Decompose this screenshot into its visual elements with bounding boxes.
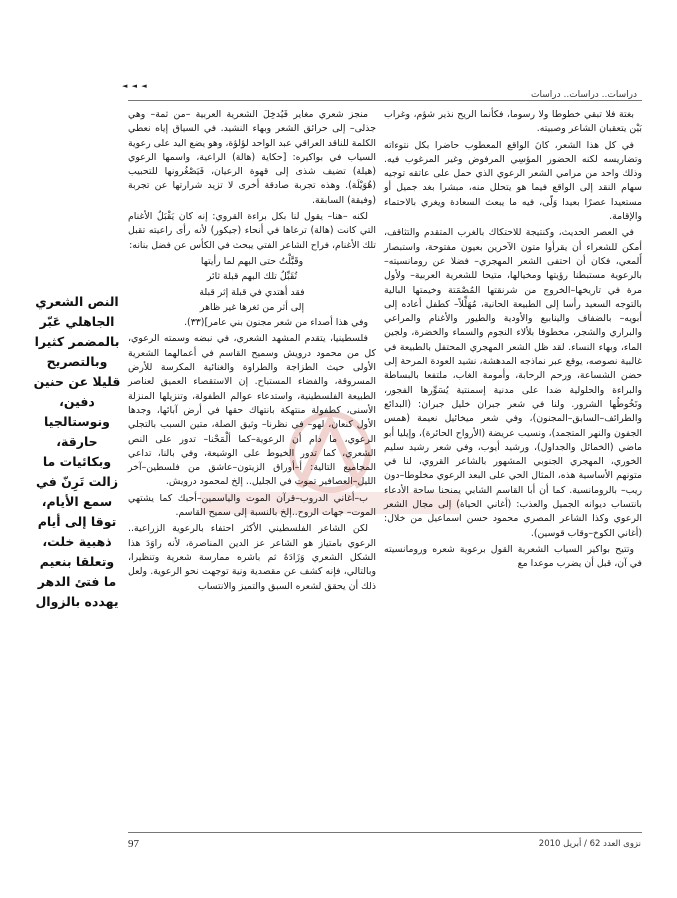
issue-info: نزوى العدد 62 / أبريل 2010 [538, 839, 641, 849]
paragraph: لكنه –هنا– يقول لنا بكل براءة القروي: إنه كان يَقْبَلُ الأغنام التي كانت (هالة) ترعاها في أنحاء (جيكور) لأنه رأى راعيته تقبل تلك الأغنام، فراح الشاعر الفتي يبحث في الكأس عن فضل بنانه: [128, 211, 376, 251]
right-column [384, 108, 642, 574]
middle-column [128, 108, 376, 596]
paragraph: بغتة فلا تبقي خطوطا ولا رسوما، فكأنما الريح نذير شؤم، وغراب بَيْن يتعقبان الشاعر وصبيته. [384, 109, 642, 135]
paragraph: منجز شعري مغاير فَيُدخِلَ الشعرية العربية –من ثمة– وهي جذلى– إلى حرائق الشعر وبهاء النشيد. في السياق إياه نعطي الكلمة للناقد العراقي عبد الواحد لؤلؤة، وهو يضع اليد على رعوية السياب في بواكيره: [حكاية (هالة) الراعية، واسمها الرعوي (هيلة) تضيف شذى إلى قهوة الرعيان، فَيَصْغُرونها للتحبيب (هُوَيْلَة). وهذه تجربة صادقة أخرى لا تزيد شرارتها عن تجربة (وفيقة) السابقة. [128, 109, 376, 206]
paragraph: في كل هذا الشعر، كانَ الواقع المعطوب حاضرا بكل نتوءاته وتضاريسه لكنه الحضور المؤسِي المرفوض وغير المرغوب فيه. وذلك واحد من مرامي الشعر الرعوي الذي حمل على عاتقه توجيه سهام النقد إلى الواقع فيما هو يتحلل منه، مبشرا بغد جميل أو مستعيدا عصرًا بعيدا وَلّى، فيه ما يبعث السعادة ويغري بالاحتماء والإقامة. [384, 139, 642, 223]
paragraph: في العصر الحديث، وكنتيجة للاحتكاك بالغرب المتقدم والتثاقف، أمكن للشعراء أن يقرأوا متون الآخرين بعيون مفتوحة، واستبصار أَلمعي، فكان أن احتفى الشعر المهجري– فضلا عن رومانسيته– بالرعوية مستبطنا رؤيتها ومخيالها، متيحا للشعرية العربية– ولأول مرة في تاريخها–الخروج من شرنقتها المُصْمَتة وخيمتها البالية بالتوجه السعيد رأسا إلى الطبيعة الحانية، مُهَلِّلاً– كطفل أعاده إلى أبويه– بالضفاف والينابيع والأودية والطيور والأغنام والمراعي والبراري والشجر، مخطوفا بلألاء النجوم والسماء والخضرة، ولجين الماء، وبهاء النساء. لقد ظل الشعر المهجري المحتفل بالطبيعة في غالبية نصوصه، يوقع عبر نماذجه المدهشة، نشيد العودة المرحة إلى حضن الشساعة، ورحم الرحابة، وأمومة الغاب، ملتفعا بالبساطة والبراءة والحلولية ضدا على مدنية إسمنتية يُسَوِّرها الفجور، وتَخُوطُها الشرور. ولنا في شعر جبران خليل جبران: (البدائع والطرائف–السابق–المجنون)، وفي شعر ميخائيل نعيمة (همس الجفون والنهر المتجمد)، ونسيب عريضة (الأرواح الحائرة)، وإيليا أبو ماضي (الخمائل والجداول)، ورشيد أيوب، وفي شعر رشيد سليم الخوري، المهجري الجنوبي المشهور بالشاعر القروي، لنا في متونهم الأساسية هذه، المثال الحي على البعد الرعوي مخلوطا–دون ريب– بالرومانسية. كما أن أبا القاسم الشابي يمنحنا ساحة الأدعاء بانتساب ديوانه الجميل والعذب: (أغاني الحياة) إلى مجال الشعر الرعوي وكذا الشاعر المصري محمود حسن اسماعيل من خلال: (أغاني الكوخ–وقاب قوسين). [384, 227, 642, 539]
poem-verse: وقَبَّلْتُ حتى البهم لما رأيتها [200, 255, 304, 267]
paragraph: ب–أغاني الدروب–قرآن الموت والياسمين–أحبك كما يشتهي الموت– جهات الروح..إلخ بالنسبة إلى سميح القاسم. [128, 492, 376, 519]
footer-divider [128, 832, 642, 833]
arrow-icon: ◄ [141, 82, 147, 90]
paragraph: فلسطينيا، يتقدم المشهد الشعري، في نبضه وسمته الرعوي، كل من محمود درويش وسميح القاسم في أعمالهما الشعرية الأولى حيث الطزاجة والطراوة والغنائية المكرسة للأرض المسروقة، والفضاء المستباح. إن الاستقصاء العميق لعناصر الطبيعة الفلسطينية، واستدعاء عوالم الطفولة، وتنزيلها المنزلة الأسنى، كطفولة منتهكة بانتهاك حقها في أرض آبائها، وجدها الأول كنعان، لهو– في نظرنا– وثيق الصلة، متين السبب بالتجلي الرعوي، ما دام أن الرعوية–كما ألْمَحْنا– تدور على النص الشعري، كما تدور الخيوط على الوشيعة، وفي بالنا، تداعي المجاميع التالية: أ–أوراق الزيتون–عاشق من فلسطين–آخر الليل–العصافير تموت في الجليل.. إلخ لمحمود درويش. [128, 333, 376, 488]
arrow-icon: ◄ [122, 82, 128, 90]
header-arrows [120, 82, 147, 90]
header-divider [128, 100, 642, 101]
poem-verse: تُقَبِّلُ تلك البهم قبلة ثائر [206, 271, 298, 283]
running-header [120, 82, 637, 100]
page-number: 97 [128, 838, 139, 850]
arrow-icon: ◄ [131, 82, 138, 90]
poem-verse: إلى أثر من ثغرها غير ظاهر [199, 301, 305, 313]
section-title: دراسات.. دراسات.. دراسات [531, 90, 637, 100]
paragraph: وفي هذا أصداء من شعر مجنون بني عامر](٣٣). [184, 317, 368, 329]
pull-quote: النص الشعري الجاهلي عَبّر بالمضمر كثيرا وبالتصريح قليلا عن حنين دفين، ونوستالجيا حارقة، وبكائيات ما زالت تَرِنّ في سمع الأيام، توقا إلى أيام ذهبية خلت، وتعلقا بنعيم ما فتئ الدهر يهدده بالزوال [33, 294, 121, 609]
paragraph: وتتيح بواكير السياب الشعرية القول برعوية شعره ورومانسيته في آن، قبل أن يضرب موعدا مع [384, 543, 642, 570]
poem-verse: فقد أهتدي في قبلة إثر قبلة [199, 286, 305, 298]
paragraph: لكن الشاعر الفلسطيني الأكثر احتفاء بالرعوية الزراعية.. الرعوي بامتياز هو الشاعر عز الدين المناصرة، لأنه راوَدَ هذا الشكل الشعري وَزَادَهُ ثم باشره ممارسة شعرية وتنظيرا، وبالتالي، فإنه كشف عن مقصدية ونية توجهت نحو الرعوية. ولعل ذلك أن يحقق لشعره السبق والتميز والانتساب [128, 523, 376, 592]
